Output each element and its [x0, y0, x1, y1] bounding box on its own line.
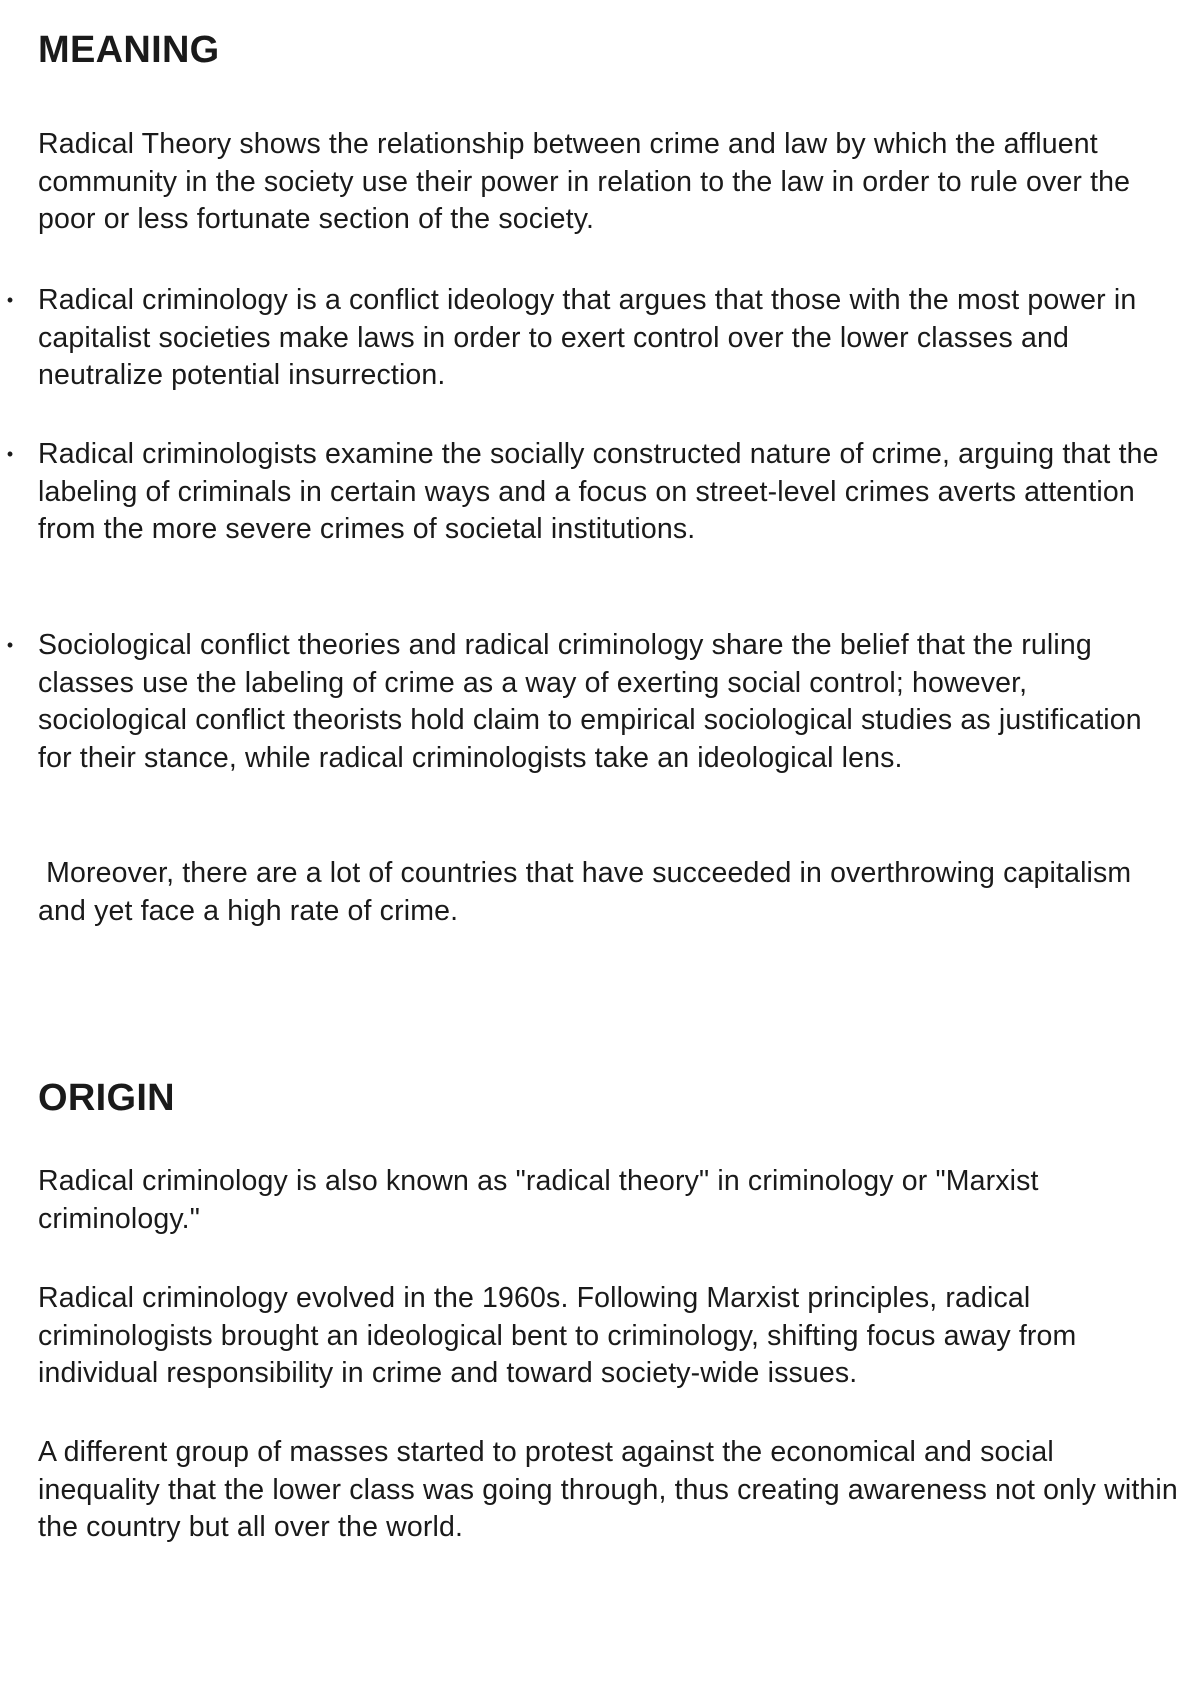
bullet-marker: • — [6, 635, 14, 655]
origin-heading: ORIGIN — [38, 1077, 175, 1119]
meaning-intro: Radical Theory shows the relationship between crime and law by which the affluent community in the society use their power in relation to the law in order to rule over the poor or less fortunate section of the society. — [38, 128, 1131, 235]
meaning-bullet-3: Sociological conflict theories and radical criminology share the belief that the ruling classes use the labeling of crime as a way of exerting social control; however, sociological conflict theorists hold claim to empirical sociological studies as justification for their stance, while radical criminologists take an ideological lens. — [38, 629, 1142, 774]
origin-paragraph-2: Radical criminology evolved in the 1960s. Following Marxist principles, radical criminologists brought an ideological bent to criminology, shifting focus away from individual responsibility in crime and toward society-wide issues. — [38, 1282, 1077, 1389]
origin-paragraph-1: Radical criminology is also known as "radical theory" in criminology or "Marxist criminology." — [38, 1165, 1039, 1235]
meaning-heading: MEANING — [38, 29, 220, 71]
meaning-bullet-1: Radical criminology is a conflict ideology that argues that those with the most power in capitalist societies make laws in order to exert control over the lower classes and neutralize potential insurrection. — [38, 284, 1137, 391]
origin-paragraph-3: A different group of masses started to protest against the economical and social inequality that the lower class was going through, thus creating awareness not only within the country but all over the world. — [38, 1436, 1178, 1543]
bullet-marker: • — [6, 290, 14, 310]
bullet-marker: • — [6, 444, 14, 464]
meaning-closing: Moreover, there are a lot of countries that have succeeded in overthrowing capitalism and yet face a high rate of crime. — [38, 857, 1140, 927]
meaning-bullet-2: Radical criminologists examine the socially constructed nature of crime, arguing that the labeling of criminals in certain ways and a focus on street-level crimes averts attention from the more severe crimes of societal institutions. — [38, 438, 1159, 545]
